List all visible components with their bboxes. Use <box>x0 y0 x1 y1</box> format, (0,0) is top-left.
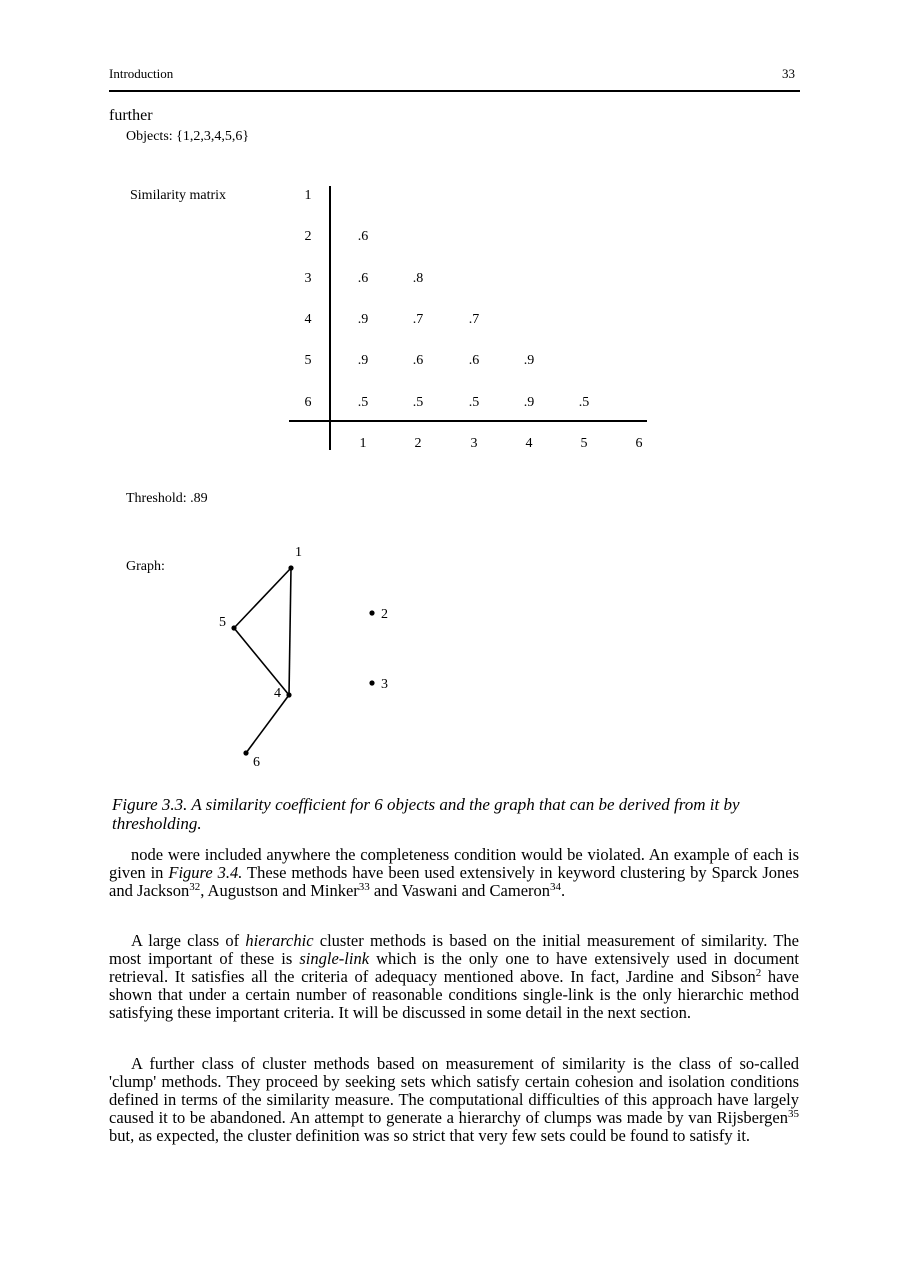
graph-node-label: 3 <box>381 677 388 692</box>
matrix-cell: .9 <box>357 312 369 327</box>
citation-34: 34 <box>550 881 562 893</box>
p2-text-b: cluster methods is based on the initial measurement of similarity. The most important of these is <box>109 931 799 968</box>
matrix-col-label: 2 <box>414 436 422 451</box>
matrix-cell: .5 <box>468 395 480 410</box>
p3-text-b: but, as expected, the cluster definition was so strict that very few sets could be found to satisfy it. <box>109 1126 751 1145</box>
matrix-row-label: 2 <box>304 229 312 244</box>
matrix-col-label: 6 <box>635 436 643 451</box>
matrix-label: Similarity matrix <box>130 188 227 203</box>
matrix-row-label: 4 <box>304 312 312 327</box>
graph-node-5 <box>231 625 236 630</box>
matrix-row-label: 6 <box>304 395 312 410</box>
page-number: 33 <box>782 66 795 81</box>
matrix-cell: .6 <box>357 271 369 286</box>
matrix-row-label: 1 <box>304 188 312 203</box>
citation-32: 32 <box>189 881 201 893</box>
matrix-cell: .5 <box>357 395 369 410</box>
term-hierarchic: hierarchic <box>245 931 314 950</box>
matrix-cell: .6 <box>412 353 424 368</box>
graph-edge-4-6 <box>246 695 289 753</box>
p1-text-a: node were included anywhere the completeness condition would be violated. An example of each is given in <box>109 845 799 882</box>
p1-text-d: and Vaswani and Cameron <box>369 881 551 900</box>
graph-edge-1-5 <box>234 568 291 628</box>
graph-node-label: 2 <box>381 607 388 622</box>
graph-edge-1-4 <box>289 568 291 695</box>
p2-text-d: have shown that under a certain number of reasonable conditions single-link is the only hierarchic method satisfying these important criteria. It will be discussed in some detail in the next section. <box>109 967 799 1022</box>
graph-node-6 <box>243 750 248 755</box>
matrix-col-label: 4 <box>525 436 533 451</box>
graph-node-1 <box>288 565 293 570</box>
matrix-row-label: 5 <box>304 353 312 368</box>
graph-node-2 <box>369 610 374 615</box>
lead-word: further <box>109 107 153 124</box>
p1-text-b: These methods have been used extensively in keyword clustering by Sparck Jones and Jackson <box>109 863 800 900</box>
graph-edge-5-4 <box>234 628 289 695</box>
matrix-col-label: 5 <box>580 436 588 451</box>
graph-node-label: 1 <box>295 545 302 560</box>
matrix-cell: .8 <box>412 271 424 286</box>
matrix-col-label: 1 <box>359 436 367 451</box>
matrix-cell: .9 <box>523 395 535 410</box>
p1-text-e: . <box>561 881 566 900</box>
graph-node-label: 5 <box>219 615 226 630</box>
graph-label: Graph: <box>126 559 165 574</box>
matrix-cell: .9 <box>523 353 535 368</box>
p3-text-a: A further class of cluster methods based on measurement of similarity is the class of so-called 'clump' methods. They proceed by seeking sets which satisfy certain cohesion and isolation conditions defined in terms of the similarity measure. The computational difficulties of this approach have largely caused it to be abandoned. An attempt to generate a hierarchy of clumps was made by van Rijsbergen <box>109 1054 799 1127</box>
term-single-link: single-link <box>299 949 370 968</box>
running-header-left: Introduction <box>109 66 174 81</box>
matrix-cell: .9 <box>357 353 369 368</box>
paragraph-3 <box>109 1055 799 1145</box>
matrix-cell: .6 <box>357 229 369 244</box>
p2-text-a: A large class of <box>131 931 246 950</box>
graph-node-label: 6 <box>253 755 260 770</box>
threshold-line: Threshold: .89 <box>126 491 208 506</box>
citation-33: 33 <box>358 881 370 893</box>
paragraph-1 <box>109 846 799 900</box>
graph-node-label: 4 <box>274 686 281 701</box>
citation-2: 2 <box>755 967 762 979</box>
matrix-cell: .7 <box>468 312 480 327</box>
graph-node-3 <box>369 680 374 685</box>
matrix-cell: .7 <box>412 312 424 327</box>
matrix-cell: .5 <box>412 395 424 410</box>
matrix-cell: .6 <box>468 353 480 368</box>
figure-reference: Figure 3.4. <box>168 863 243 882</box>
matrix-col-label: 3 <box>470 436 478 451</box>
paragraph-2 <box>109 932 799 1022</box>
figure-caption: Figure 3.3. A similarity coefficient for 6 objects and the graph that can be derived from it by thresholding. <box>112 795 740 833</box>
p2-text-c: which is the only one to have extensively used in document retrieval. It satisfies all the criteria of adequacy mentioned above. In fact, Jardine and Sibson <box>109 949 799 986</box>
matrix-cell: .5 <box>578 395 590 410</box>
citation-35: 35 <box>788 1108 799 1120</box>
p1-text-c: , Augustson and Minker <box>200 881 359 900</box>
matrix-row-label: 3 <box>304 271 312 286</box>
objects-line: Objects: {1,2,3,4,5,6} <box>126 129 250 144</box>
graph-node-4 <box>286 692 291 697</box>
